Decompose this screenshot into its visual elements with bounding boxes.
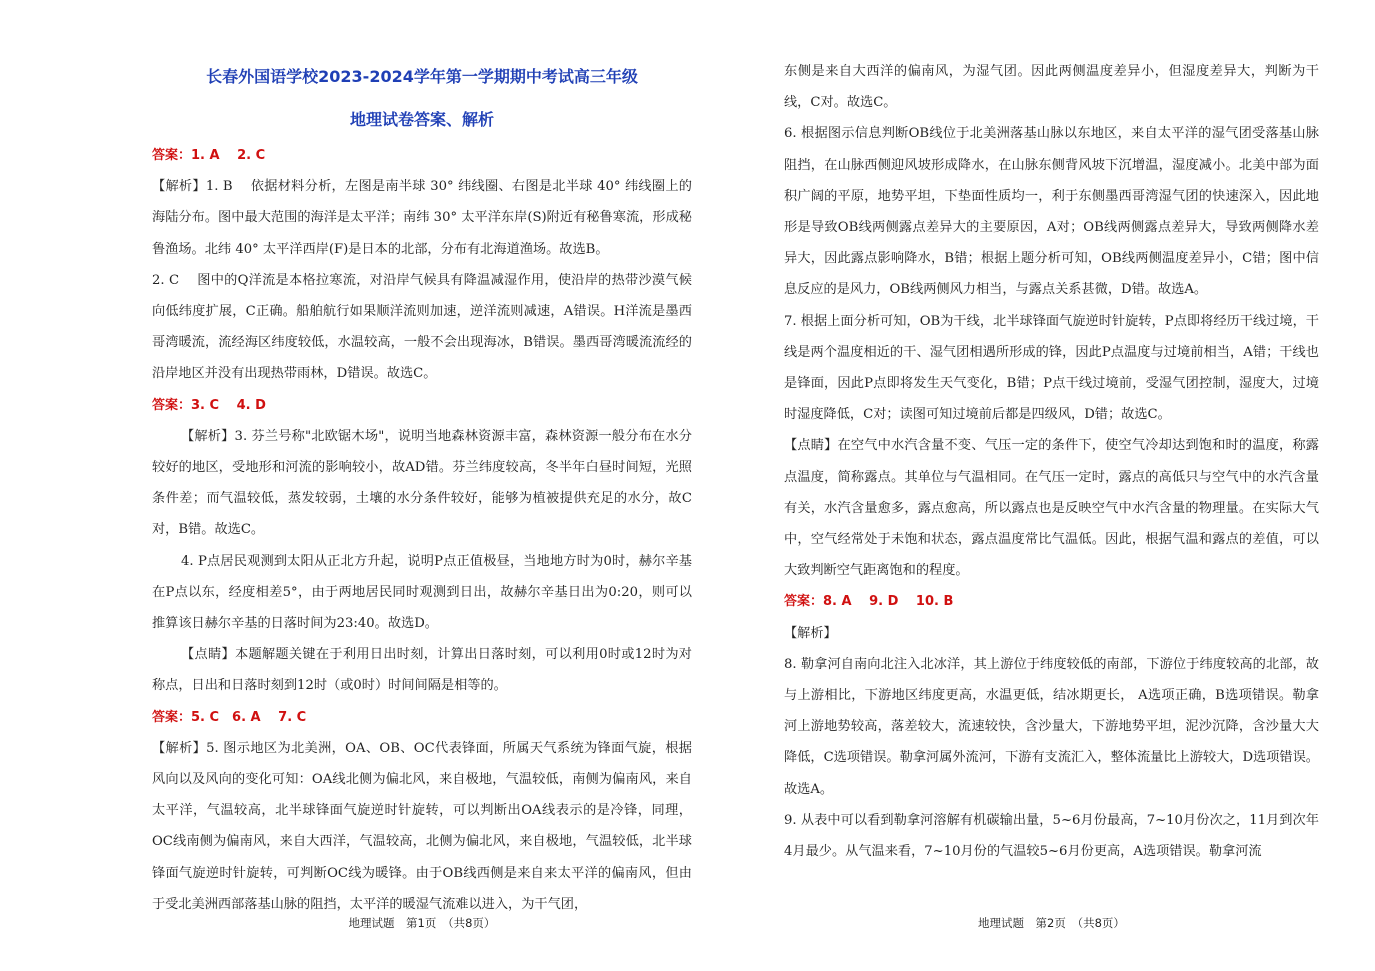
document-title: 长春外国语学校2023-2024学年第一学期期中考试高三年级 [206, 67, 638, 86]
analysis-paragraph-3: 【解析】3. 芬兰号称"北欧锯木场"，说明当地森林资源丰富，森林资源一般分布在水分较好的地区，受地形和河流的影响较小，故AD错。芬兰纬度较高，冬半年白昼时间短，光照条件差；而气温较低，蒸发较弱，土壤的水分条件较好，能够为植被提供充足的水分，故C对，B错。故选C。 [152, 428, 692, 538]
analysis-paragraph-4: 4. P点居民观测到太阳从正北方升起，说明P点正值极昼，当地地方时为0时，赫尔辛基在P点以东，经度相差5°，由于两地居民同时观测到日出，故赫尔辛基日出为0:20，则可以推算该日赫尔辛基的日落时间为23:40。故选D。 [152, 553, 692, 632]
answer-line-5-7: 答案：5. C 6. A 7. C [152, 709, 307, 725]
analysis-paragraph-1: 【解析】1. B 依据材料分析，左图是南半球 30° 纬线圈、右图是北半球 40° 纬线圈上的海陆分布。图中最大范围的海洋是太平洋；南纬 30° 太平洋东岸(S)附近有秘鲁寒流，形成秘鲁渔场。北纬 40° 太平洋西岸(F)是日本的北部，分布有北海道渔场。故选B。 [152, 179, 692, 257]
right-page [784, 0, 1319, 971]
analysis-paragraph-5: 【解析】5. 图示地区为北美洲，OA、OB、OC代表锋面，所属天气系统为锋面气旋，根据风向以及风向的变化可知：OA线北侧为偏北风，来自极地，气温较低，南侧为偏南风，来自太平洋，气温较高，北半球锋面气旋逆时针旋转，可以判断出OA线表示的是冷锋，同理，OC线南侧为偏南风，来自大西洋，气温较高，北侧为偏北风，来自极地，气温较低，北半球锋面气旋逆时针旋转，可判断OC线为暖锋。由于OB线西侧是来自来太平洋的偏南风，但由于受北美洲西部落基山脉的阻挡，太平洋的暖湿气流难以进入，为干气团， [152, 740, 692, 912]
answer-line-3-4: 答案：3. C 4. D [152, 397, 266, 413]
page-footer-1: 地理试题 第1页 （共8页） [348, 916, 496, 930]
analysis-continued: 东侧是来自大西洋的偏南风，为湿气团。因此两侧温度差异小，但湿度差异大，判断为干线，C对。故选C。 [784, 64, 1319, 111]
analysis-paragraph-7: 7. 根据上面分析可知，OB为干线，北半球锋面气旋逆时针旋转，P点即将经历干线过境，干线是两个温度相近的干、湿气团相遇所形成的锋，因此P点温度与过境前相当，A错；干线也是锋面，因此P点即将发生天气变化，B错；P点干线过境前，受湿气团控制，湿度大，过境时湿度降低，C对；读图可知过境前后都是四级风，D错；故选C。 [784, 313, 1319, 423]
answer-line-8-10: 答案：8. A 9. D 10. B [784, 594, 954, 610]
page-footer-2: 地理试题 第2页 （共8页） [978, 916, 1125, 930]
analysis-paragraph-6: 6. 根据图示信息判断OB线位于北美洲落基山脉以东地区，来自太平洋的湿气团受落基山脉阻挡，在山脉西侧迎风坡形成降水，在山脉东侧背风坡下沉增温，湿度减小。北美中部为面积广阔的平原，地势平坦，下垫面性质均一，利于东侧墨西哥湾湿气团的快速深入，因此地形是导致OB线两侧露点差异大的主要原因，A对；OB线两侧露点差异大，导致两侧降水差异大，因此露点影响降水，B错；根据上题分析可知，OB线两侧温度差异小，C错；图中信息反应的是风力，OB线两侧风力相当，与露点关系甚微，D错。故选A。 [784, 126, 1319, 298]
analysis-paragraph-2: 2. C 图中的Q洋流是本格拉寒流，对沿岸气候具有降温减湿作用，使沿岸的热带沙漠气候向低纬度扩展，C正确。船舶航行如果顺洋流则加速，逆洋流则减速，A错误。H洋流是墨西哥湾暖流，流经海区纬度较低，水温较高，一般不会出现海冰，B错误。墨西哥湾暖流流经的沿岸地区并没有出现热带雨林，D错误。故选C。 [152, 272, 692, 382]
analysis-heading: 【解析】 [784, 625, 837, 641]
document-subtitle: 地理试卷答案、解析 [349, 110, 494, 129]
analysis-paragraph-8: 8. 勒拿河自南向北注入北冰洋，其上游位于纬度较低的南部，下游位于纬度较高的北部，故与上游相比，下游地区纬度更高，水温更低，结冰期更长， A选项正确，B选项错误。勒拿河上游地势较高，落差较大，流速较快，含沙量大，下游地势平坦，泥沙沉降，含沙量大大降低，C选项错误。勒拿河属外流河，下游有支流汇入，整体流量比上游较大，D选项错误。故选A。 [784, 656, 1319, 797]
left-page [152, 0, 692, 971]
tip-paragraph-1: 【点睛】本题解题关键在于利用日出时刻，计算出日落时刻，可以利用0时或12时为对称点，日出和日落时刻到12时（或0时）时间间隔是相等的。 [152, 647, 692, 694]
right-page-body [784, 56, 1319, 867]
tip-paragraph-2: 【点睛】在空气中水汽含量不变、气压一定的条件下，使空气冷却达到饱和时的温度，称露点温度，简称露点。其单位与气温相同。在气压一定时，露点的高低只与空气中的水汽含量有关，水汽含量愈多，露点愈高，所以露点也是反映空气中水汽含量的物理量。在实际大气中，空气经常处于未饱和状态，露点温度常比气温低。因此，根据气温和露点的差值，可以大致判断空气距离饱和的程度。 [784, 438, 1319, 579]
answer-line-1-2: 答案：1. A 2. C [152, 148, 266, 163]
analysis-paragraph-9: 9. 从表中可以看到勒拿河溶解有机碳输出量，5~6月份最高，7~10月份次之，11月到次年4月最少。从气温来看，7~10月份的气温较5~6月份更高，A选项错误。勒拿河流 [784, 812, 1319, 860]
left-page-body [152, 140, 692, 920]
